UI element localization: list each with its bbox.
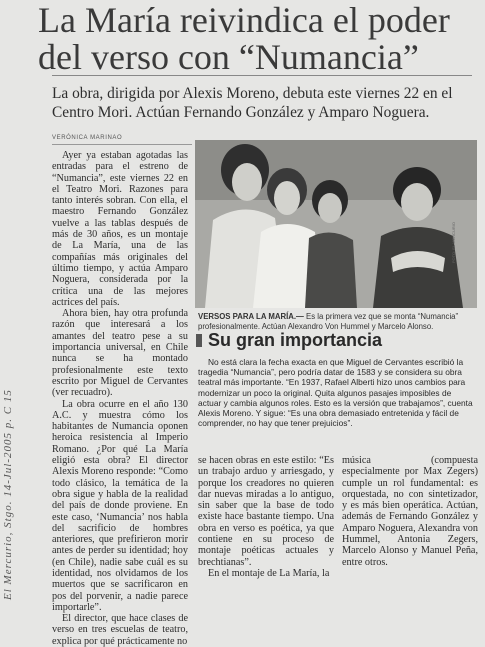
photo-credit: FOTO: EL MERCURIO bbox=[451, 222, 457, 263]
photo-illustration bbox=[195, 140, 477, 308]
caption-label: VERSOS PARA LA MARÍA.— bbox=[198, 312, 304, 321]
body-paragraph: música (compuesta especialmente por Max Zegers) cumple un rol fundamental: es orquestada, no con sintetizador, y es más bien operática. Actúan, además de Fernando González y Amparo Noguera, Alexandra von Hummel, Antonia Zegers, Marcelo Alonso y Manuel Peña, entre otros. bbox=[342, 455, 478, 568]
body-paragraph: En el montaje de La María, la bbox=[208, 567, 330, 579]
deck-rule bbox=[52, 75, 472, 76]
caption-text: Es la primera vez que se monta “Numancia” profesionalmente. Actúan Alexandro Von Hummel y Marcelo Alonso. bbox=[198, 312, 459, 331]
body-paragraph: El director, que hace clases de verso en tres escuelas de teatro, explica por qué prácticamente no bbox=[52, 613, 188, 647]
headline: La María reivindica el poder del verso con “Numancia” bbox=[38, 0, 450, 77]
body-paragraph: Ahora bien, hay otra profunda razón que interesará a los amantes del teatro pese a su importancia universal, en Chile nunca se ha montado profesionalmente este texto escrito por Miguel de Cervantes (ver recuadro). bbox=[52, 308, 188, 399]
photo-caption bbox=[198, 312, 476, 332]
cast-photo bbox=[195, 140, 477, 308]
body-paragraph: Ayer ya estaban agotadas las entradas para el estreno de “Numancia”, este viernes 22 en el Teatro Mori. Razones para tanto interés sobran. Con ella, el maestro Fernando González vuelve a las tablas después de más de 30 años, es un montaje de La María, una de las compañías más originales del último tiempo, y actúa Amparo Noguera, considerada por la crítica una de las mejores actrices del país. bbox=[52, 150, 188, 308]
sidebar-title bbox=[196, 330, 476, 351]
body-column-2 bbox=[198, 455, 334, 600]
body-paragraph: se hacen obras en este estilo: “Es un trabajo arduo y arriesgado, y porque los creadores no quieren dar nuevas miradas a lo antiguo, sin saber que la base de todo existe hace bastante tiempo. Una obra en verso es poética, ya que contiene en su proceso de montaje poéticas actuales y brechtianas”. bbox=[198, 455, 334, 568]
byline: VERÓNICA MARINAO bbox=[52, 135, 123, 141]
body-paragraph: La obra ocurre en el año 130 A.C. y muestra cómo los habitantes de Numancia oponen heroica resistencia al Imperio Romano. ¿Por qué La María eligió esta obra? El director Alexis Moreno responde: “Como todo clásico, la temática de la obra sigue y habla de la realidad del país de donde proviene. En este caso, ‘Numancia’ nos habla del sacrificio de hombres anteriores, que prefirieron morir antes de perder su identidad; hoy (en Chile), nadie sabe cuál es su identidad, nos olvidamos de los muertos que se sacrificaron en pos del porvenir, a nadie parece importarle”. bbox=[52, 398, 188, 613]
body-column-3 bbox=[342, 455, 478, 600]
deck: La obra, dirigida por Alexis Moreno, debuta este viernes 22 en el Centro Mori. Actúan Fernando González y Amparo Noguera. bbox=[52, 85, 453, 121]
sidebar-title-text: Su gran importancia bbox=[208, 330, 383, 350]
bullet-marker bbox=[196, 334, 202, 347]
sidebar-box bbox=[198, 357, 476, 428]
sidebar-paragraph: No está clara la fecha exacta en que Miguel de Cervantes escribió la tragedia “Numancia”, pero podría datar de 1583 y se considera su obra teatral más importante. “En 1937, Rafael Alberti hizo unos cambios para modernizar un poco la original. Quita algunos pasajes imposibles de actuar y cambia algunos roles. Esto es la versión que trabajamos”, cuenta Alexis Moreno. Y sigue: “Es una obra demasiado entretenida y fácil de comprender, no hay que tener prejuicios”. bbox=[198, 357, 473, 429]
byline-rule bbox=[52, 144, 192, 145]
handwritten-source-note: El Mercurio, Stgo. 14-Jul-2005 p. C 15 bbox=[2, 389, 14, 600]
body-column-1 bbox=[52, 150, 188, 647]
